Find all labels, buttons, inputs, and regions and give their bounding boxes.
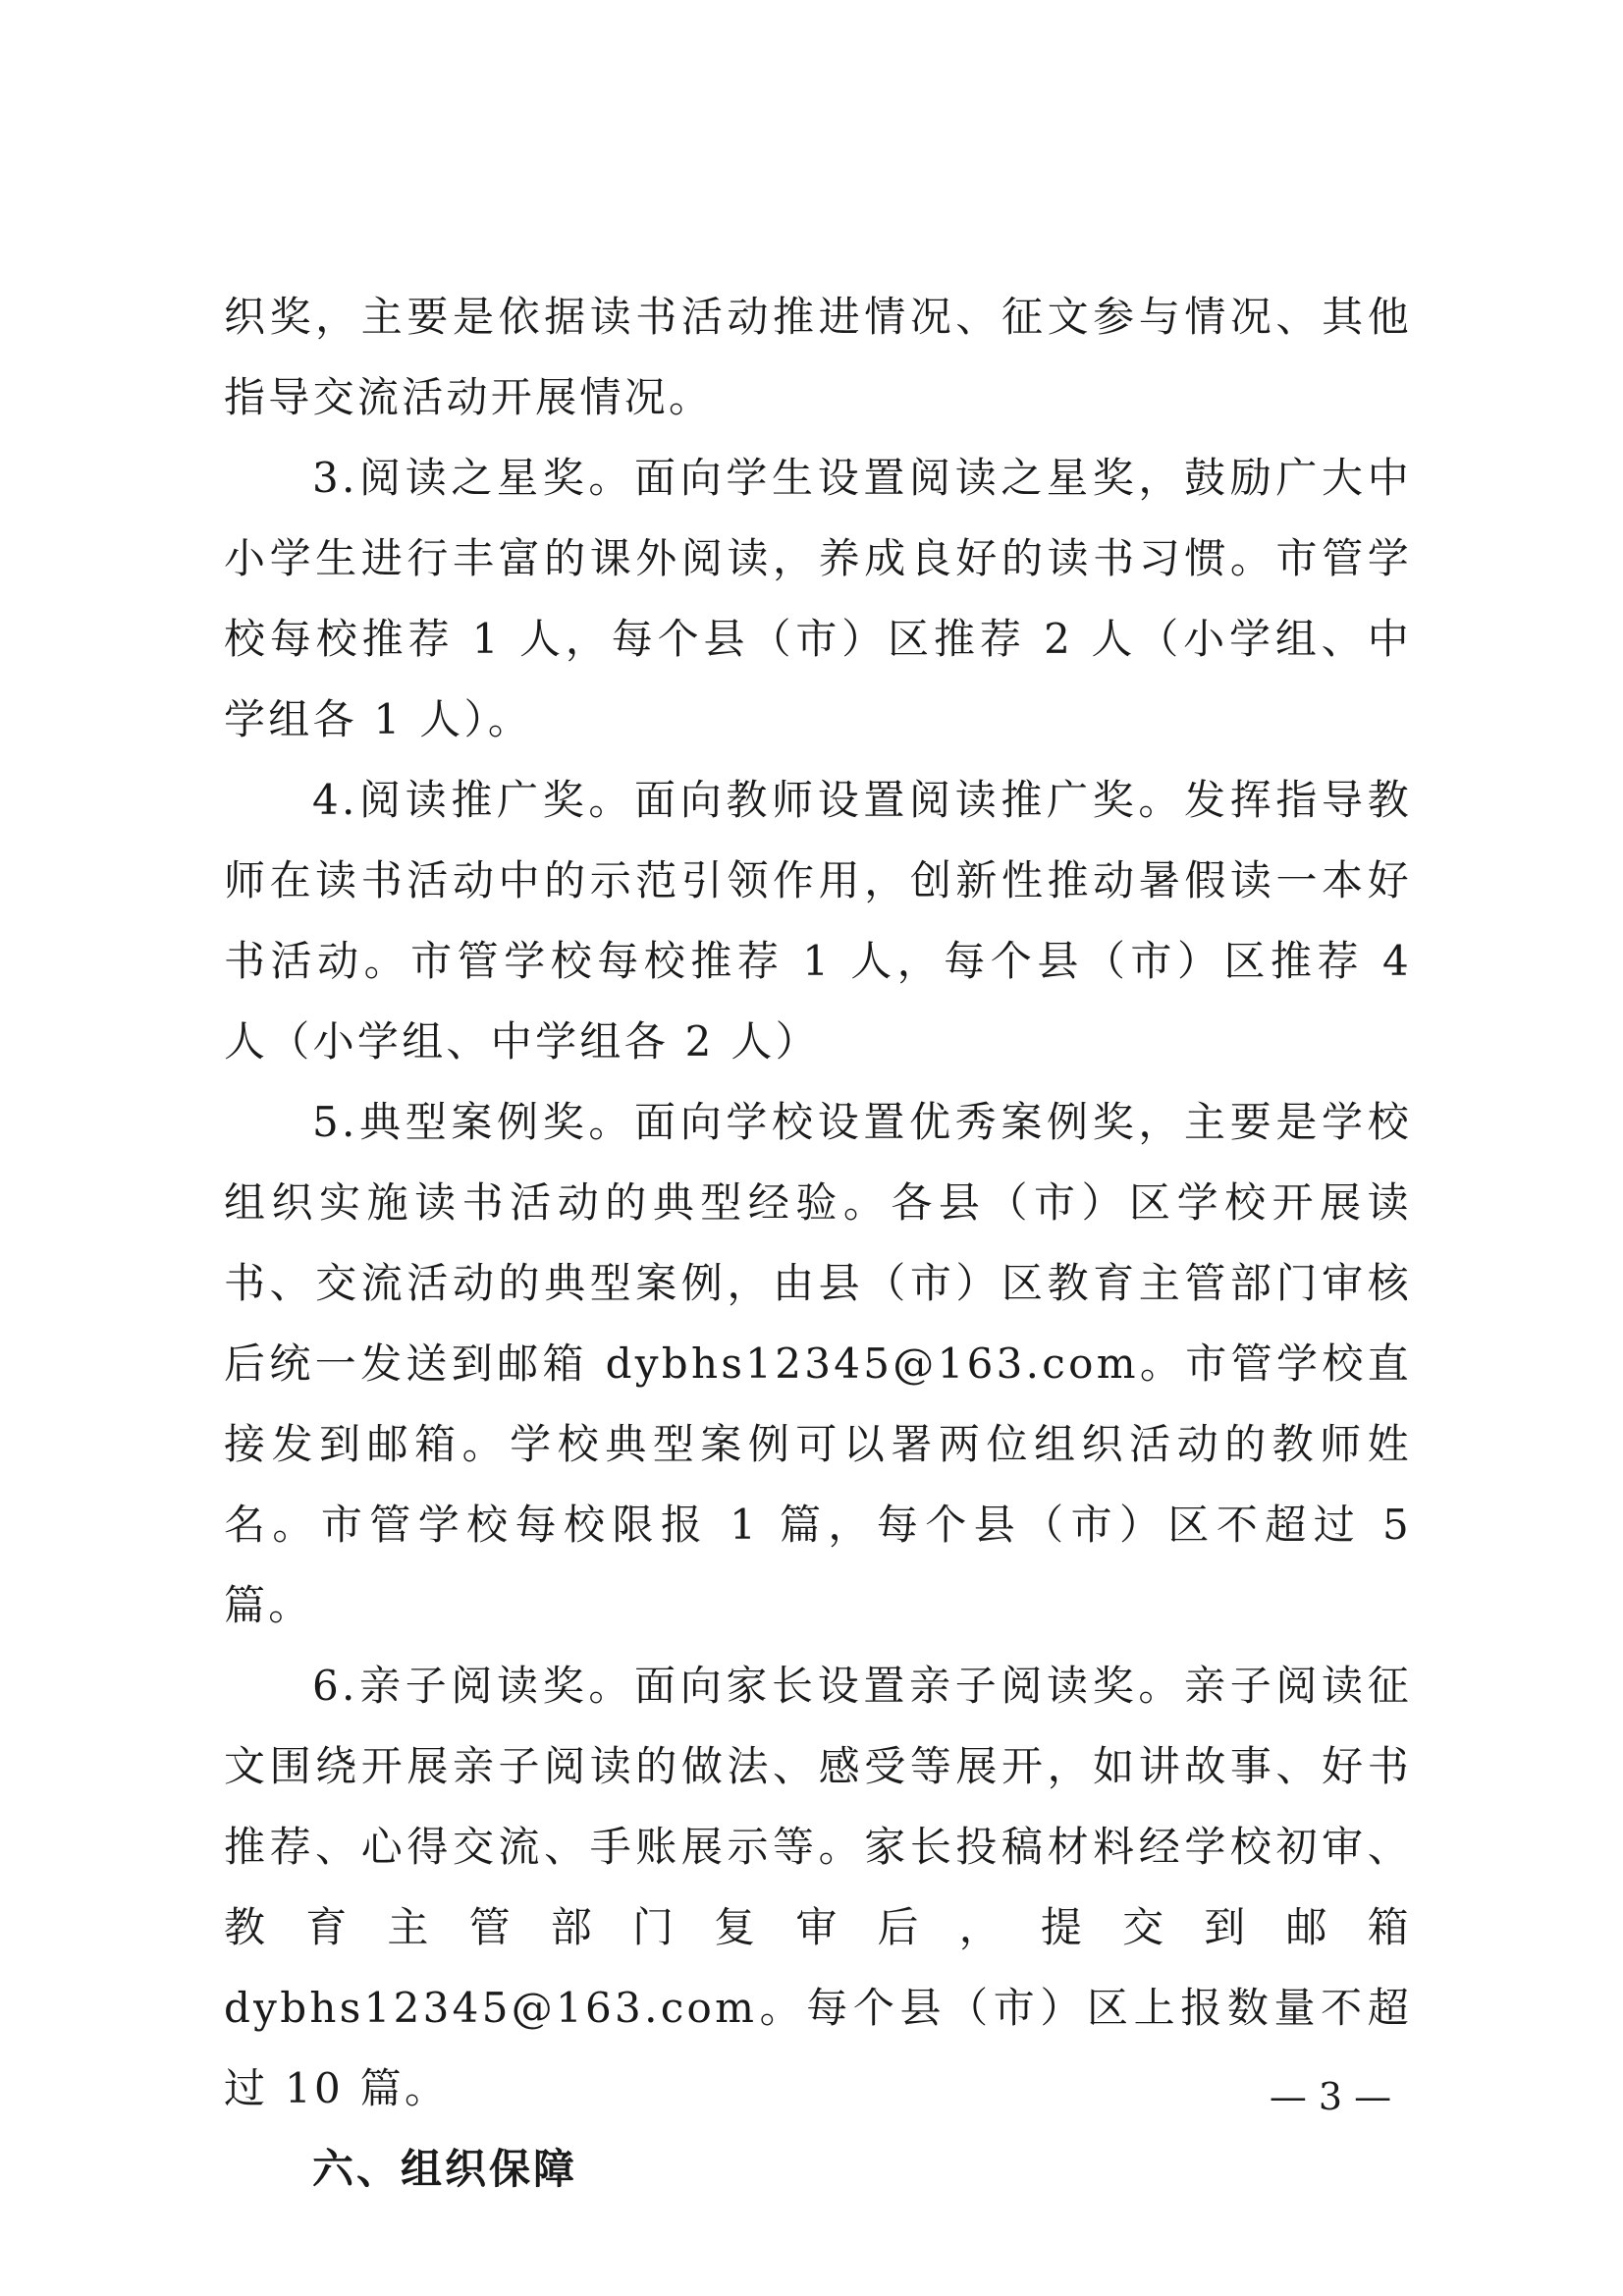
paragraph-parent-child-reading-award: 6.亲子阅读奖。面向家长设置亲子阅读奖。亲子阅读征文围绕开展亲子阅读的做法、感受等展开，如讲故事、好书推荐、心得交流、手账展示等。家长投稿材料经学校初审、教育主管部门复审后，提交到邮箱 dybhs12345@163.com。每个县（市）区上报数量不超过 10 篇。 bbox=[224, 1662, 1412, 2112]
paragraph-typical-case-award: 5.典型案例奖。面向学校设置优秀案例奖，主要是学校组织实施读书活动的典型经验。各县（市）区学校开展读书、交流活动的典型案例，由县（市）区教育主管部门审核后统一发送到邮箱 dybhs12345@163.com。市管学校直接发到邮箱。学校典型案例可以署两位组织活动的教师姓名。市管学校每校限报 1 篇，每个县（市）区不超过 5 篇。 bbox=[224, 1098, 1412, 1629]
paragraph-reading-promotion-award: 4.阅读推广奖。面向教师设置阅读推广奖。发挥指导教师在读书活动中的示范引领作用，创新性推动暑假读一本好书活动。市管学校每校推荐 1 人，每个县（市）区推荐 4 人（小学组、中学组各 2 人） bbox=[224, 776, 1412, 1066]
paragraph-reading-star-award: 3.阅读之星奖。面向学生设置阅读之星奖，鼓励广大中小学生进行丰富的课外阅读，养成良好的读书习惯。市管学校每校推荐 1 人，每个县（市）区推荐 2 人（小学组、中学组各 1 人）。 bbox=[224, 454, 1412, 743]
section-heading: 六、组织保障 bbox=[312, 2145, 578, 2193]
paragraph-continuation: 织奖，主要是依据读书活动推进情况、征文参与情况、其他指导交流活动开展情况。 bbox=[224, 293, 1412, 421]
page-number: — 3 — bbox=[1269, 2075, 1392, 2118]
document-body bbox=[224, 277, 1412, 2210]
